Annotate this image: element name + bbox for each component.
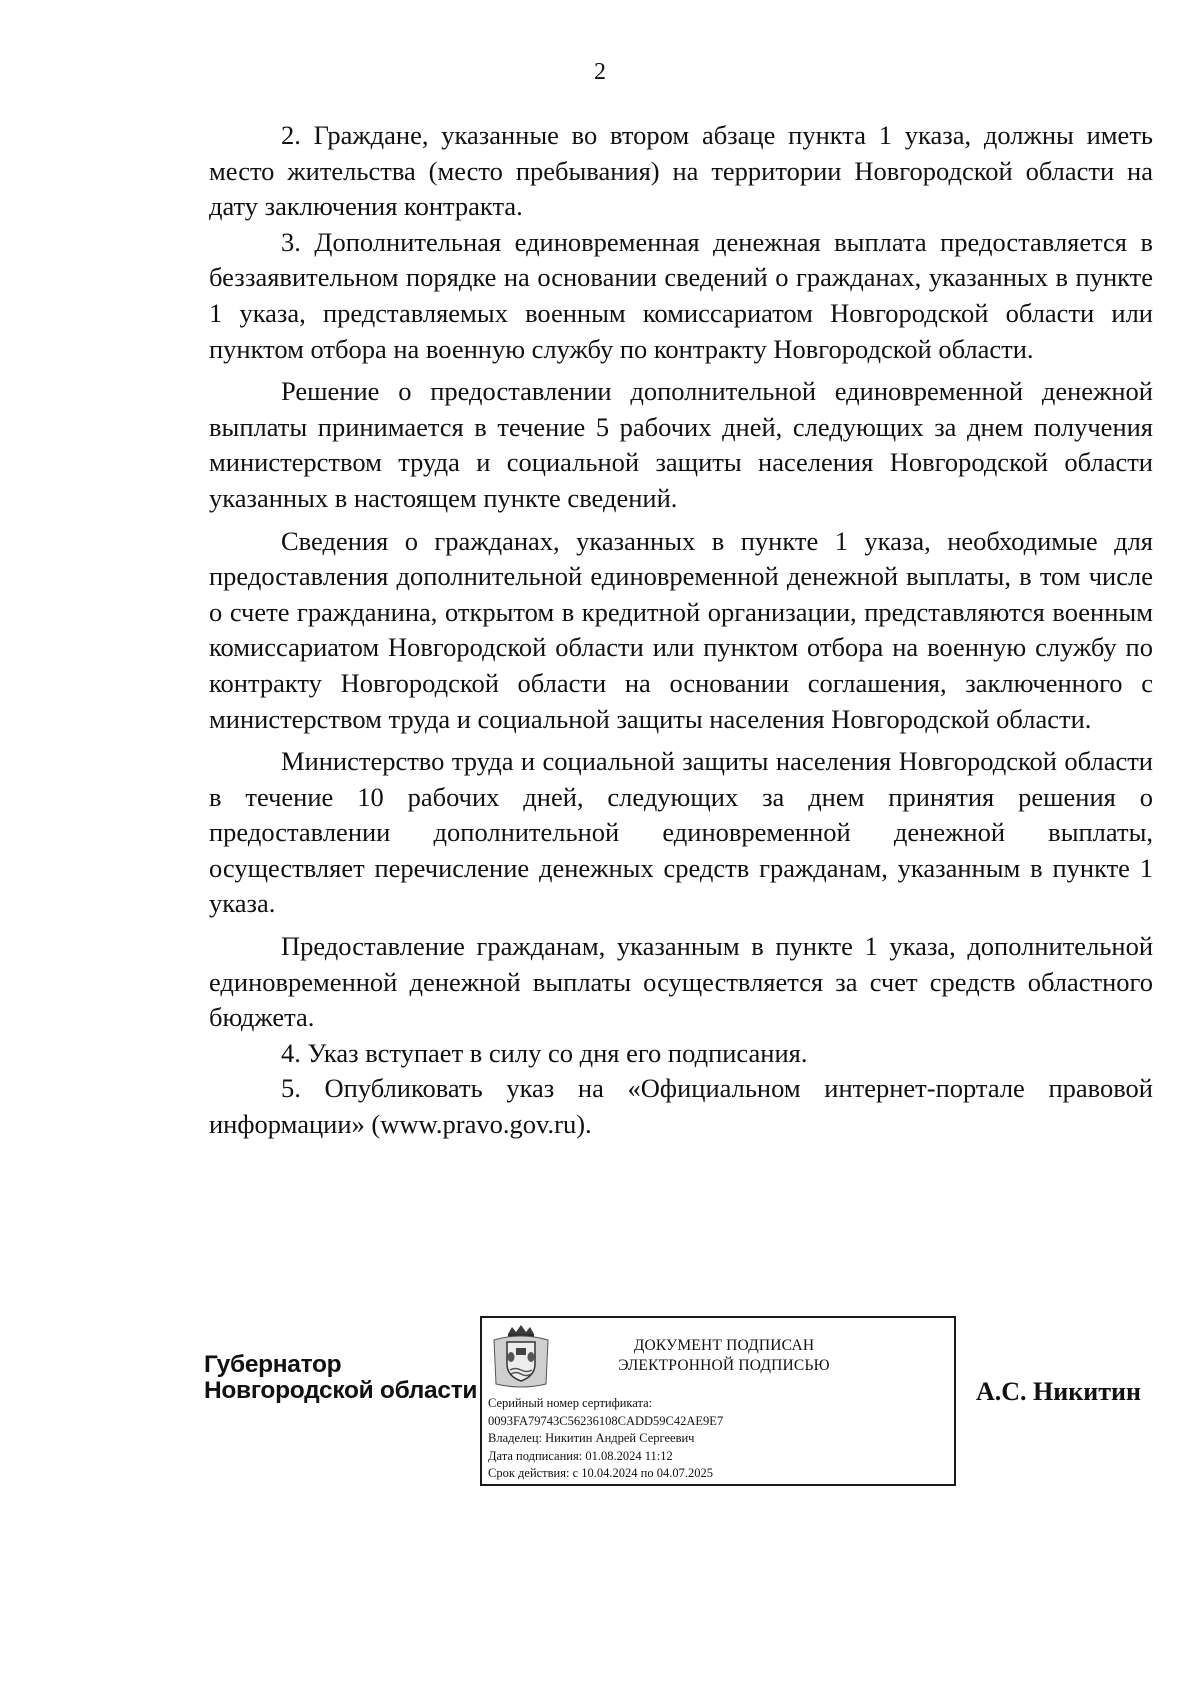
stamp-owner: Владелец: Никитин Андрей Сергеевич [488, 1431, 695, 1445]
stamp-details [488, 1395, 948, 1483]
paragraph-clause-3: 3. Дополнительная единовременная денежная выплата предоставляется в беззаявительном порядке на основании сведений о гражданах, указанных в пункте 1 указа, представляемых военным комиссариатом Новгородской области или пунктом отбора на военную службу по контракту Новгородской области. [209, 226, 1153, 364]
stamp-validity: Срок действия: с 10.04.2024 по 04.07.2025 [488, 1466, 713, 1480]
paragraph-citizen-info: Сведения о гражданах, указанных в пункте 1 указа, необходимые для предоставления дополнительной единовременной денежной выплаты, в том числе о счете гражданина, открытом в кредитной организации, представляются военным комиссариатом Новгородской области или пунктом отбора на военную службу по контракту Новгородской области на основании соглашения, заключенного с министерством труда и социальной защиты населения Новгородской области. [209, 525, 1153, 734]
paragraph-clause-5: 5. Опубликовать указ на «Официальном интернет-портале правовой информации» (www.pravo.gov.ru). [209, 1073, 1153, 1140]
stamp-title-line-1: ДОКУМЕНТ ПОДПИСАН [633, 1337, 815, 1354]
paragraph-decision: Решение о предоставлении дополнительной единовременной денежной выплаты принимается в течение 5 рабочих дней, следующих за днем получения министерством труда и социальной защиты населения Новгородской области указанных в настоящем пункте сведений. [209, 376, 1153, 513]
paragraph-clause-2: 2. Граждане, указанные во втором абзаце пункта 1 указа, должны иметь место жительства (место пребывания) на территории Новгородской области на дату заключения контракта. [209, 120, 1153, 222]
signer-position-line-2: Новгородской области [204, 1377, 478, 1404]
page-number: 2 [594, 59, 606, 85]
electronic-signature-stamp [480, 1316, 956, 1486]
signer-name: А.С. Никитин [976, 1377, 1141, 1406]
stamp-serial-number: 0093FA79743C56236108CADD59C42AE9E7 [488, 1413, 724, 1428]
paragraph-ministry-transfer: Министерство труда и социальной защиты населения Новгородской области в течение 10 рабочих дней, следующих за днем принятия решения о предоставлении дополнительной единовременной денежной выплаты, осуществляет перечисление денежных средств гражданам, указанным в пункте 1 указа. [209, 746, 1153, 919]
document-body [209, 118, 1153, 1143]
stamp-signed-date: Дата подписания: 01.08.2024 11:12 [488, 1448, 673, 1463]
stamp-serial-label: Серийный номер сертификата: [488, 1396, 653, 1410]
stamp-title-line-2: ЭЛЕКТРОННОЙ ПОДПИСЬЮ [618, 1357, 830, 1374]
stamp-title [564, 1336, 884, 1376]
signer-position-line-1: Губернатор [204, 1351, 342, 1378]
paragraph-budget: Предоставление гражданам, указанным в пункте 1 указа, дополнительной единовременной денежной выплаты осуществляется за счет средств областного бюджета. [209, 931, 1153, 1033]
paragraph-clause-4: 4. Указ вступает в силу со дня его подписания. [281, 1037, 808, 1068]
signer-position [204, 1352, 477, 1404]
novgorod-coat-of-arms-icon [490, 1324, 552, 1390]
